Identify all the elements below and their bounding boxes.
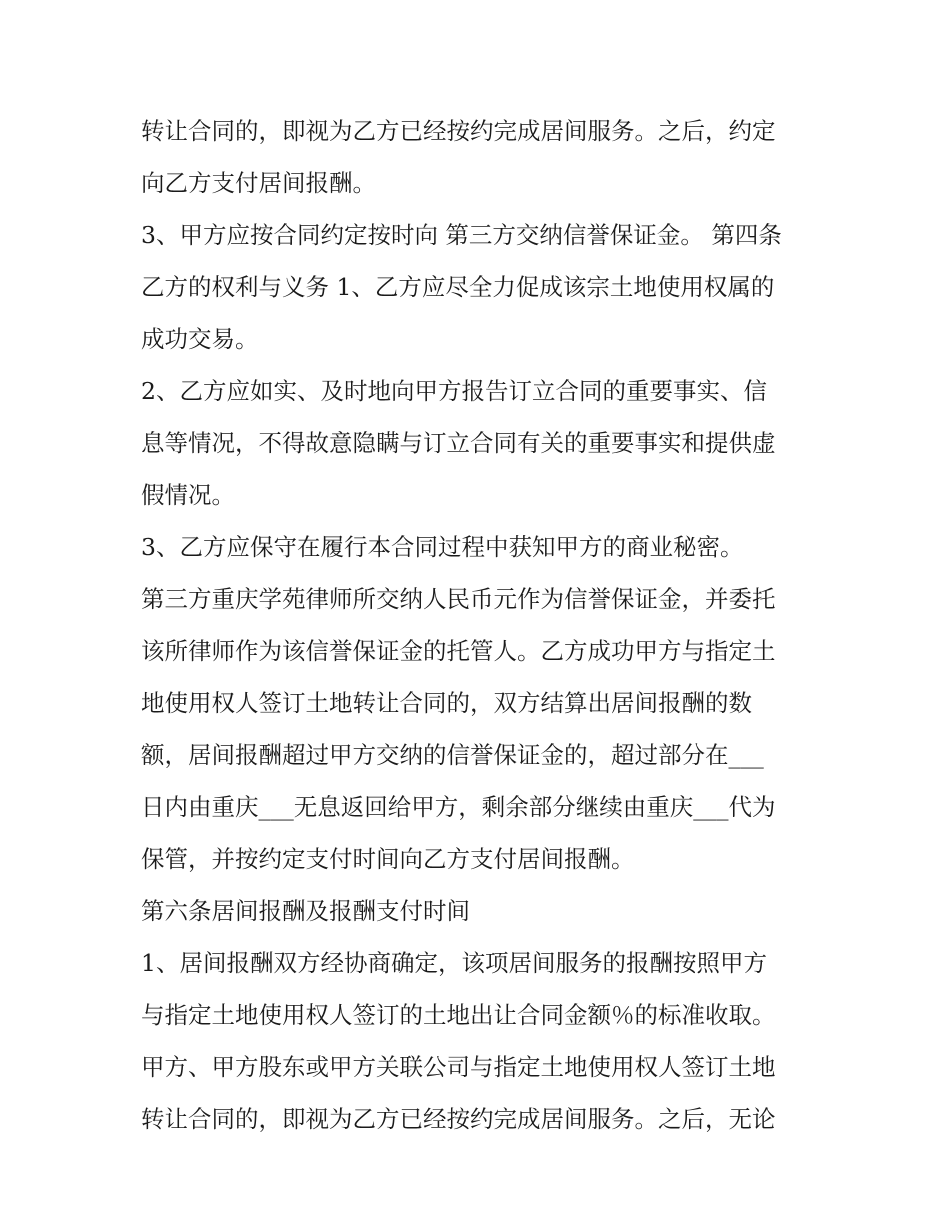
text-line: 1、居间报酬双方经协商确定，该项居间服务的报酬按照甲方 bbox=[141, 949, 767, 977]
text-line: 2、乙方应如实、及时地向甲方报告订立合同的重要事实、信 bbox=[141, 377, 767, 405]
text-line: 3、乙方应保守在履行本合同过程中获知甲方的商业秘密。 bbox=[141, 533, 744, 561]
text-line: 转让合同的，即视为乙方已经按约完成居间服务。之后，约定 bbox=[141, 117, 776, 145]
text-line: 甲方、甲方股东或甲方关联公司与指定土地使用权人签订土地 bbox=[141, 1053, 776, 1081]
text-line: 向乙方支付居间报酬。 bbox=[141, 169, 376, 197]
contract-body-text bbox=[141, 105, 821, 1145]
text-line: 息等情况，不得故意隐瞒与订立合同有关的重要事实和提供虚 bbox=[141, 429, 776, 457]
text-line: 乙方的权利与义务 1、乙方应尽全力促成该宗土地使用权属的 bbox=[141, 273, 775, 301]
text-line: 地使用权人签订土地转让合同的，双方结算出居间报酬的数 bbox=[141, 689, 752, 717]
text-line: 3、甲方应按合同约定按时向 第三方交纳信誉保证金。 第四条 bbox=[141, 221, 782, 249]
text-line: 日内由重庆___无息返回给甲方，剩余部分继续由重庆___代为 bbox=[141, 793, 776, 821]
text-line: 成功交易。 bbox=[141, 325, 259, 353]
text-line: 假情况。 bbox=[141, 481, 235, 509]
section-heading: 第六条居间报酬及报酬支付时间 bbox=[141, 897, 470, 925]
text-line: 与指定土地使用权人签订的土地出让合同金额％的标准收取。 bbox=[141, 1001, 776, 1029]
text-line: 第三方重庆学苑律师所交纳人民币元作为信誉保证金，并委托 bbox=[141, 585, 776, 613]
text-line: 额，居间报酬超过甲方交纳的信誉保证金的，超过部分在___ bbox=[141, 741, 764, 769]
text-line: 保管，并按约定支付时间向乙方支付居间报酬。 bbox=[141, 845, 635, 873]
text-line: 该所律师作为该信誉保证金的托管人。乙方成功甲方与指定土 bbox=[141, 637, 776, 665]
text-line: 转让合同的，即视为乙方已经按约完成居间服务。之后，无论 bbox=[141, 1105, 776, 1133]
